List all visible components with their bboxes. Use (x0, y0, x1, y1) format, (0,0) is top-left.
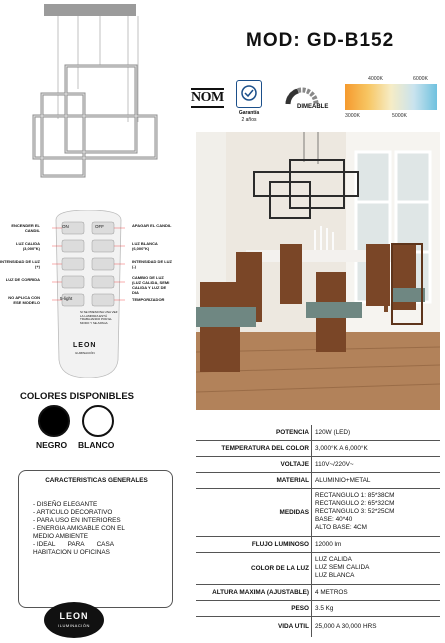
model-title: MOD: GD-B152 (246, 30, 395, 51)
warranty-icon (236, 80, 262, 108)
kelvin-3000: 3000K (345, 113, 361, 119)
remote-label-left-3: INTENSIDAD DE LUZ (+) (0, 259, 40, 269)
remote-note: SI SE PRESIONA UNA VEZ LA LAMPARA ESTÁ TRABAJANDO POR EL MODO Y SE APAGA (80, 310, 118, 325)
char-item-1: - DISEÑO ELEGANTE (33, 501, 98, 508)
table-row: VIDA UTIL 25,000 A 30,000 HRS (196, 617, 440, 637)
spec-table (196, 425, 440, 639)
table-row: MATERIAL ALUMINIO+METAL (196, 473, 440, 489)
remote-on-button: ON (62, 224, 69, 229)
remote-label-right-1: APAGAR EL CANDIL (132, 223, 172, 228)
room-photo (196, 132, 440, 410)
char-item-5: MEDIO AMBIENTE (33, 533, 89, 540)
table-row: VOLTAJE 110V~/220V~ (196, 457, 440, 473)
kelvin-4000: 4000K (368, 76, 384, 82)
dimeable-label: DIMEABLE (297, 104, 329, 110)
black-label: NEGRO (36, 440, 68, 450)
product-drawing (28, 4, 178, 204)
white-swatch (82, 405, 114, 437)
remote-label-right-5: TEMPORIZADOR (132, 297, 165, 302)
nom-badge: NOM (191, 88, 224, 108)
table-row: MEDIDAS RECTANGULO 1: 85*38CM RECTANGULO 2: 65*32CM RECTANGULO 3: 52*25CM BASE: 40*40 ALTO BASE: 4CM (196, 489, 440, 537)
colors-title: COLORES DISPONIBLES (20, 391, 135, 402)
table-row: ALTURA MAXIMA (AJUSTABLE) 4 METROS (196, 585, 440, 601)
table-row: POTENCIA 120W (LED) (196, 425, 440, 441)
remote-label-right-3: INTENSIDAD DE LUZ (-) (132, 259, 172, 269)
color-temperature-spectrum (345, 84, 437, 110)
kelvin-6000: 6000K (413, 76, 429, 82)
warranty-years: 2 años (241, 117, 257, 123)
remote-off-button: OFF (95, 224, 104, 229)
remote-label-right-4: CAMBIO DE LUZ (LUZ CALIDA, SEMI CALIDA Y LUZ DE DIA (132, 275, 170, 295)
remote-brand-sub: ILUMINACIÓN (75, 351, 95, 355)
table-row: COLOR DE LA LUZ LUZ CALIDA LUZ SEMI CALIDA LUZ BLANCA (196, 553, 440, 585)
remote-label-left-1: ENCENDER EL CANDIL (11, 223, 40, 233)
white-label: BLANCO (78, 440, 115, 450)
table-row: FLUJO LUMINOSO 12000 lm (196, 537, 440, 553)
char-item-3: - PARA USO EN INTERIORES (33, 517, 121, 524)
char-item-4: - ENERGIA AMIGABLE CON EL (33, 525, 125, 532)
remote-label-left-2: LUZ CALIDA (3,000°K) (16, 241, 40, 251)
remote-label-right-2: LUZ BLANCA (6,000°K) (132, 241, 158, 251)
char-item-2: - ARTICULO DECORATIVO (33, 509, 113, 516)
logo-sub: ILUMINACIÓN (58, 623, 90, 628)
brand-logo (44, 602, 104, 638)
characteristics-box (18, 470, 173, 608)
logo-brand: LEON (59, 611, 89, 621)
remote-brand: LEON (73, 342, 97, 349)
remote-5light-button: 5-light (60, 296, 73, 301)
black-swatch (38, 405, 70, 437)
remote-label-left-5: NO APLICA CON ESE MODELO (8, 295, 40, 305)
char-item-6: - IDEAL PARA CASA (33, 541, 114, 548)
kelvin-5000: 5000K (392, 113, 408, 119)
characteristics-title: CARACTERISTICAS GENERALES (45, 477, 148, 484)
warranty-label: Garantía (238, 110, 260, 116)
remote-label-left-4: LUZ DE CORRIDA (5, 277, 40, 282)
table-row: TEMPERATURA DEL COLOR 3,000°K A 6,000°K (196, 441, 440, 457)
table-row: PESO 3.5 Kg (196, 601, 440, 617)
char-item-7: HABITACION U OFICINAS (33, 549, 110, 556)
